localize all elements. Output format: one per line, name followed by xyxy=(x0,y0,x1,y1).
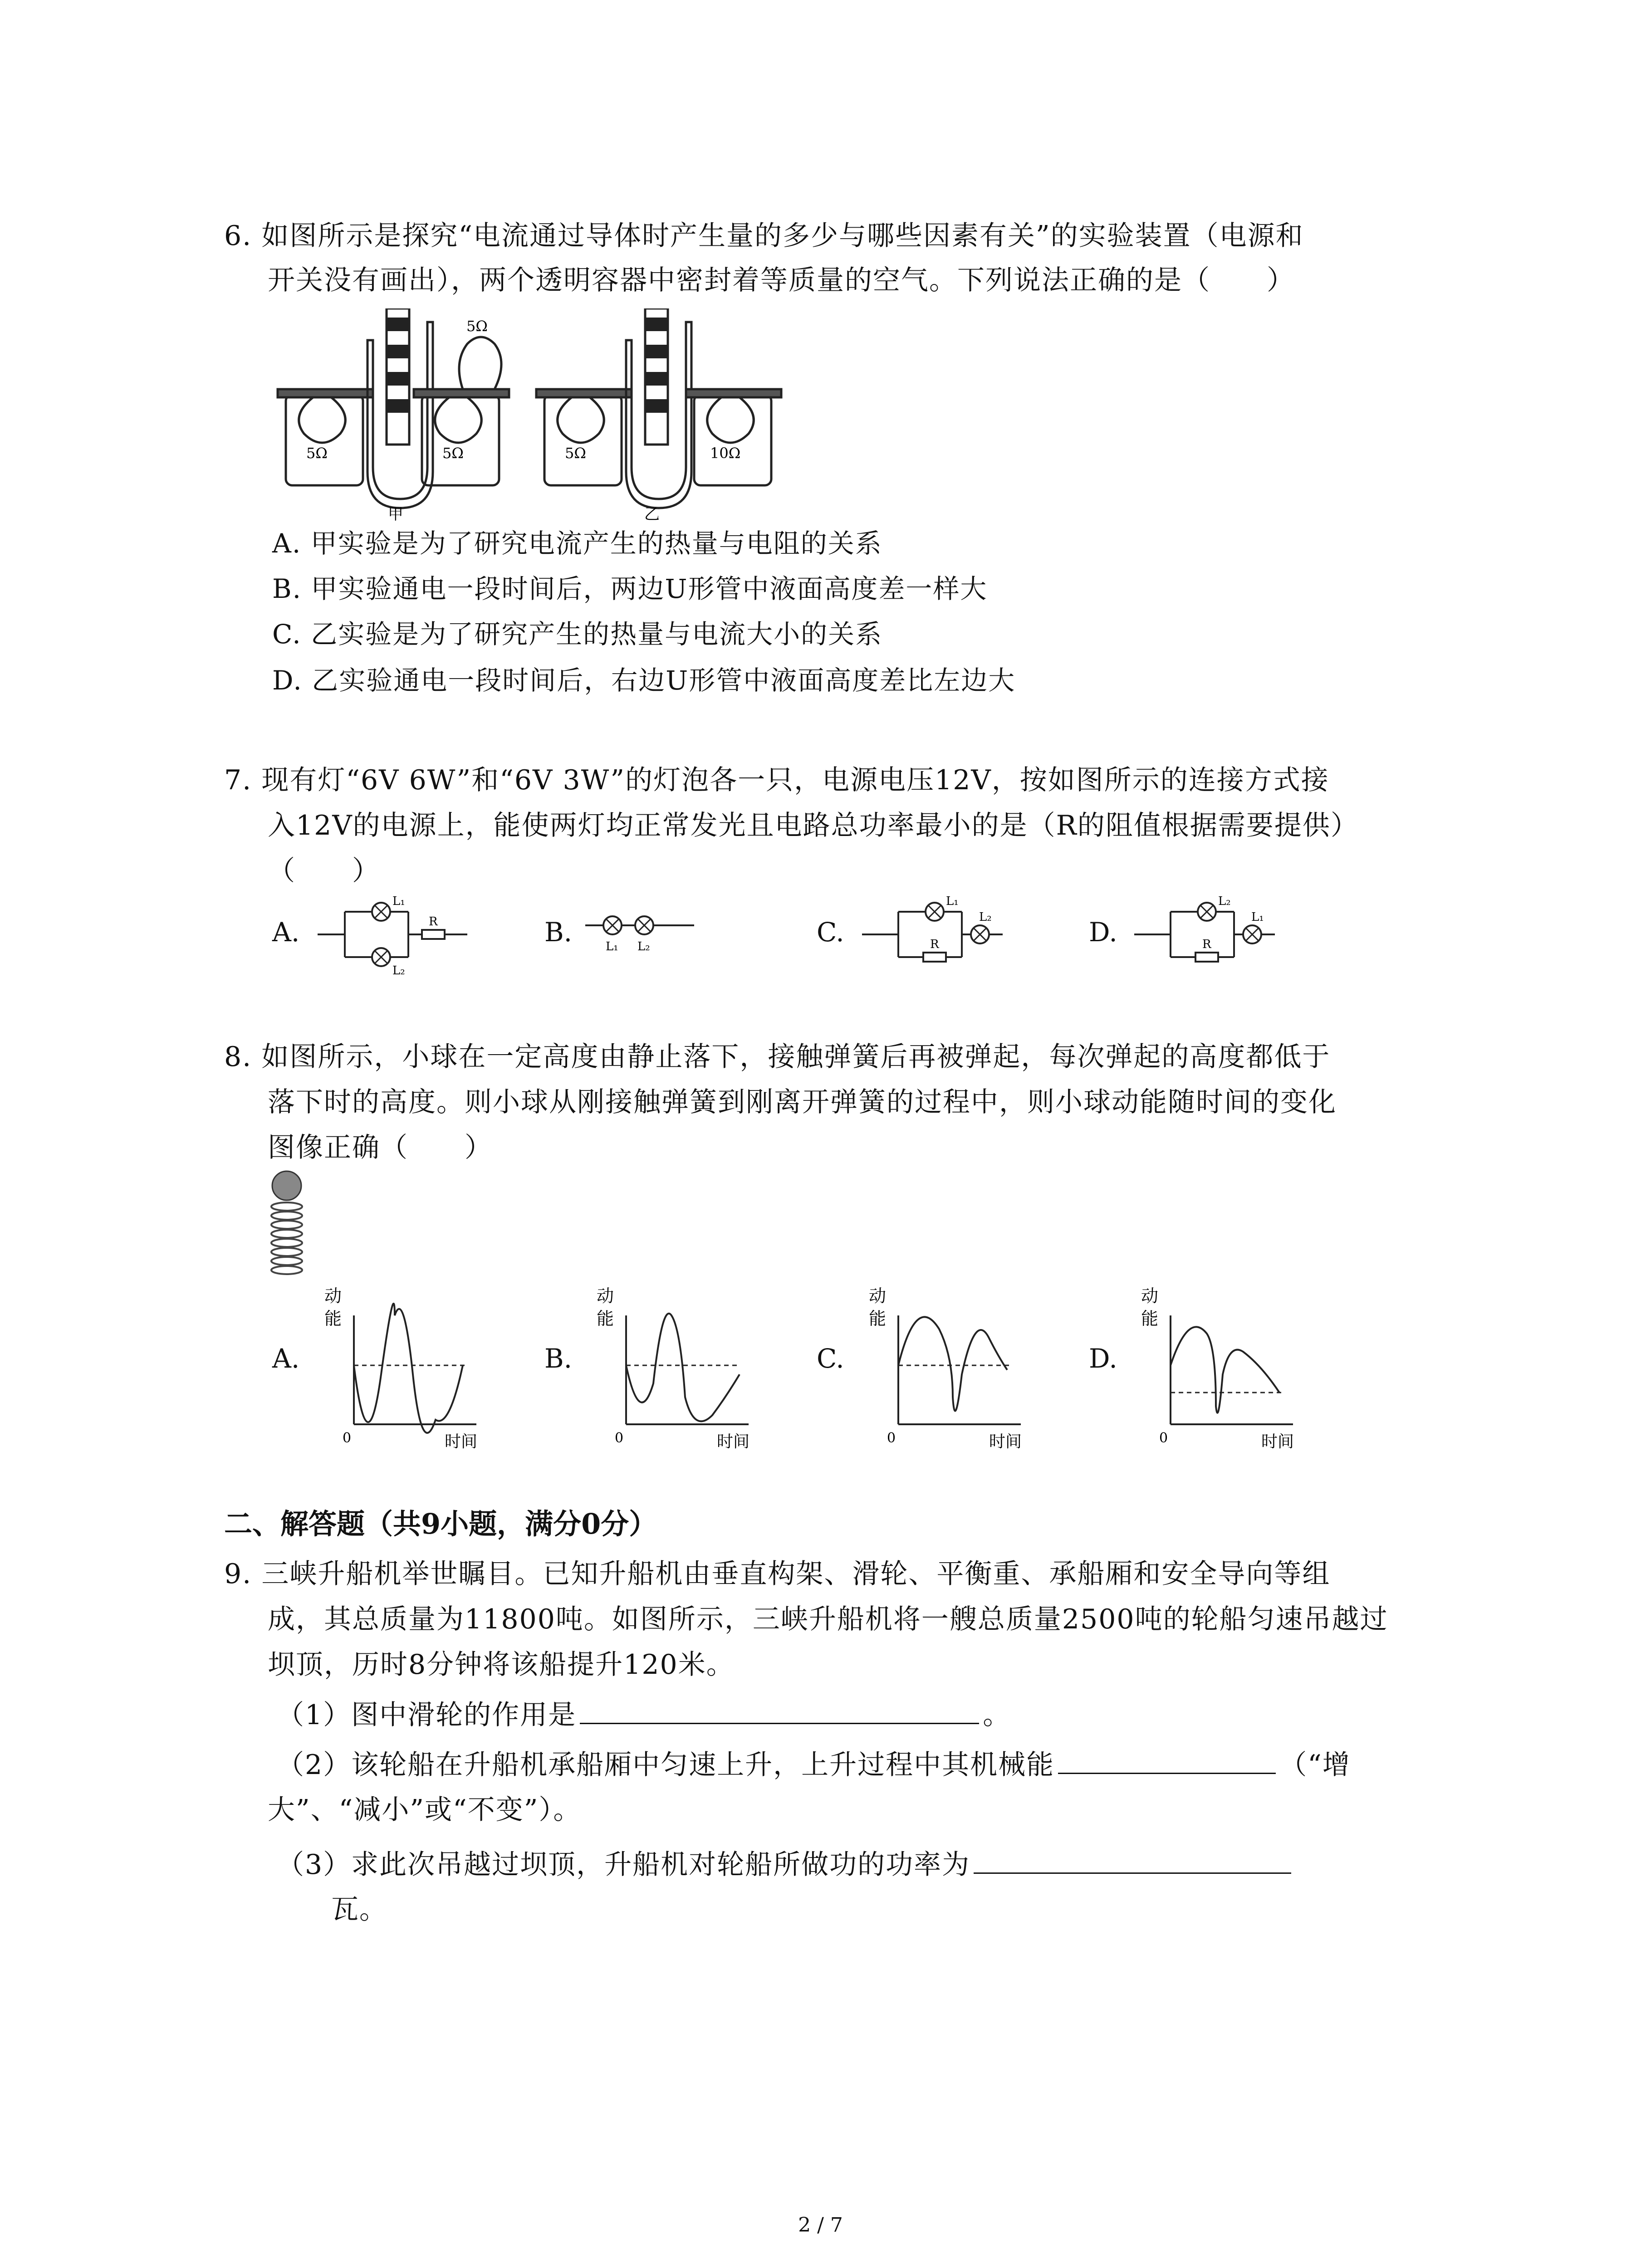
q8-d-ylabel-bottom: 能 xyxy=(1141,1309,1159,1329)
q7-b-L2: L₂ xyxy=(637,940,650,953)
q6-line1: 6. 如图所示是探究“电流通过导体时产生量的多少与哪些因素有关”的实验装置（电源和 xyxy=(224,220,1304,252)
q9-answer-blank-1[interactable] xyxy=(580,1696,979,1724)
q9-sub1 xyxy=(277,1696,1011,1733)
q7-d-L2: L₂ xyxy=(1218,894,1231,908)
q8-a-ylabel-top: 动 xyxy=(324,1286,342,1306)
q8-d-origin: 0 xyxy=(1159,1430,1168,1446)
q7-d-L1: L₁ xyxy=(1251,910,1264,924)
q8-option-c[interactable]: C. xyxy=(817,1343,844,1374)
q9-line1: 9. 三峡升船机举世瞩目。已知升船机由垂直构架、滑轮、平衡重、承船厢和安全导向等组 xyxy=(224,1558,1331,1590)
q6-line2: 开关没有画出），两个透明容器中密封着等质量的空气。下列说法正确的是（ ） xyxy=(268,264,1295,296)
q8-line2: 落下时的高度。则小球从刚接触弹簧到刚离开弹簧的过程中，则小球动能随时间的变化 xyxy=(268,1086,1337,1118)
q9-sub2a-text: （2）该轮船在升船机承船厢中匀速上升，上升过程中其机械能 xyxy=(277,1749,1055,1781)
q8-b-ylabel-top: 动 xyxy=(597,1286,614,1306)
q8-d-ylabel-top: 动 xyxy=(1141,1286,1159,1306)
q7-circuit-c xyxy=(862,894,1016,975)
q7-c-L1: L₁ xyxy=(946,894,959,908)
q9-answer-blank-2[interactable] xyxy=(1058,1746,1276,1774)
q9-sub1-text: （1）图中滑轮的作用是 xyxy=(277,1699,577,1731)
q9-answer-blank-3[interactable] xyxy=(974,1846,1291,1874)
q8-b-origin: 0 xyxy=(615,1430,624,1446)
q6-option-a[interactable]: A. 甲实验是为了研究电流产生的热量与电阻的关系 xyxy=(272,528,882,559)
q6-option-b[interactable]: B. 甲实验通电一段时间后，两边U形管中液面高度差一样大 xyxy=(272,573,988,604)
page-number: 2 / 7 xyxy=(798,2214,843,2237)
q7-a-L2: L₂ xyxy=(392,964,405,975)
section-title: 二、解答题（共9小题，满分0分） xyxy=(224,1507,657,1540)
q6-label-yi: 乙 xyxy=(644,505,660,522)
q7-c-L2: L₂ xyxy=(979,910,992,924)
q8-a-ylabel-bottom: 能 xyxy=(324,1309,342,1329)
q8-line1: 8. 如图所示，小球在一定高度由静止落下，接触弹簧后再被弹起，每次弹起的高度都低于 xyxy=(224,1041,1331,1073)
q8-a-xlabel: 时间 xyxy=(445,1432,478,1451)
q9-sub2b: 大”、“减小”或“不变”）。 xyxy=(268,1794,582,1826)
q8-option-a[interactable]: A. xyxy=(272,1343,300,1374)
q9-sub2a xyxy=(277,1746,1351,1783)
q8-b-ylabel-bottom: 能 xyxy=(597,1309,614,1329)
q8-graph-b xyxy=(590,1284,771,1456)
q9-sub2a-end: （“增 xyxy=(1279,1749,1351,1781)
q8-option-d[interactable]: D. xyxy=(1089,1343,1117,1374)
q7-b-L1: L₁ xyxy=(606,940,618,953)
q7-line3: （ ） xyxy=(268,855,380,887)
q6-label-r5top: 5Ω xyxy=(466,318,488,335)
q9-sub3-text: （3）求此次吊越过坝顶，升船机对轮船所做功的功率为 xyxy=(277,1849,970,1881)
q6-label-r10: 10Ω xyxy=(710,445,741,462)
q7-d-R: R xyxy=(1202,938,1211,951)
q9-sub3b: 瓦。 xyxy=(331,1894,387,1926)
q8-graph-d xyxy=(1134,1284,1316,1456)
q8-c-ylabel-bottom: 能 xyxy=(869,1309,887,1329)
q7-a-R: R xyxy=(429,915,438,929)
q8-d-xlabel: 时间 xyxy=(1261,1432,1294,1451)
q6-label-jia: 甲 xyxy=(388,505,403,522)
q7-line1: 7. 现有灯“6V 6W”和“6V 3W”的灯泡各一只，电源电压12V，按如图所示的连接方式接 xyxy=(224,764,1329,796)
q7-option-c[interactable]: C. xyxy=(817,917,844,948)
q7-circuit-b xyxy=(585,903,712,957)
q7-option-a[interactable]: A. xyxy=(272,917,300,948)
q7-circuit-a xyxy=(318,894,472,975)
q7-option-d[interactable]: D. xyxy=(1089,917,1117,948)
q8-c-origin: 0 xyxy=(887,1430,896,1446)
q7-c-R: R xyxy=(930,938,939,951)
q8-line3: 图像正确（ ） xyxy=(268,1132,493,1163)
q9-sub1-end: 。 xyxy=(983,1699,1011,1731)
q8-option-b[interactable]: B. xyxy=(544,1343,573,1374)
q7-option-b[interactable]: B. xyxy=(544,917,573,948)
q7-circuit-d xyxy=(1134,894,1288,975)
q8-ball-spring-figure xyxy=(263,1170,318,1284)
q6-option-d[interactable]: D. 乙实验通电一段时间后，右边U形管中液面高度差比左边大 xyxy=(272,665,1016,696)
q7-line2: 入12V的电源上，能使两灯均正常发光且电路总功率最小的是（R的阻值根据需要提供） xyxy=(268,810,1359,841)
q8-c-ylabel-top: 动 xyxy=(869,1286,887,1306)
q6-option-c[interactable]: C. 乙实验是为了研究产生的热量与电流大小的关系 xyxy=(272,619,883,650)
q8-a-origin: 0 xyxy=(343,1430,352,1446)
q7-a-L1: L₁ xyxy=(392,894,405,908)
q8-graph-c xyxy=(862,1284,1043,1456)
q8-graph-a xyxy=(318,1284,499,1456)
q9-line2: 成，其总质量为11800吨。如图所示，三峡升船机将一艘总质量2500吨的轮船匀速吊越过 xyxy=(268,1603,1388,1635)
q8-c-xlabel: 时间 xyxy=(989,1432,1022,1451)
q6-label-r5b: 5Ω xyxy=(442,445,464,462)
q9-line3: 坝顶，历时8分钟将该船提升120米。 xyxy=(268,1649,735,1681)
q9-sub3 xyxy=(277,1846,1295,1883)
q6-label-r5a: 5Ω xyxy=(306,445,328,462)
q8-b-xlabel: 时间 xyxy=(717,1432,750,1451)
q6-apparatus-figure xyxy=(272,308,1098,522)
q6-label-r5c: 5Ω xyxy=(565,445,586,462)
